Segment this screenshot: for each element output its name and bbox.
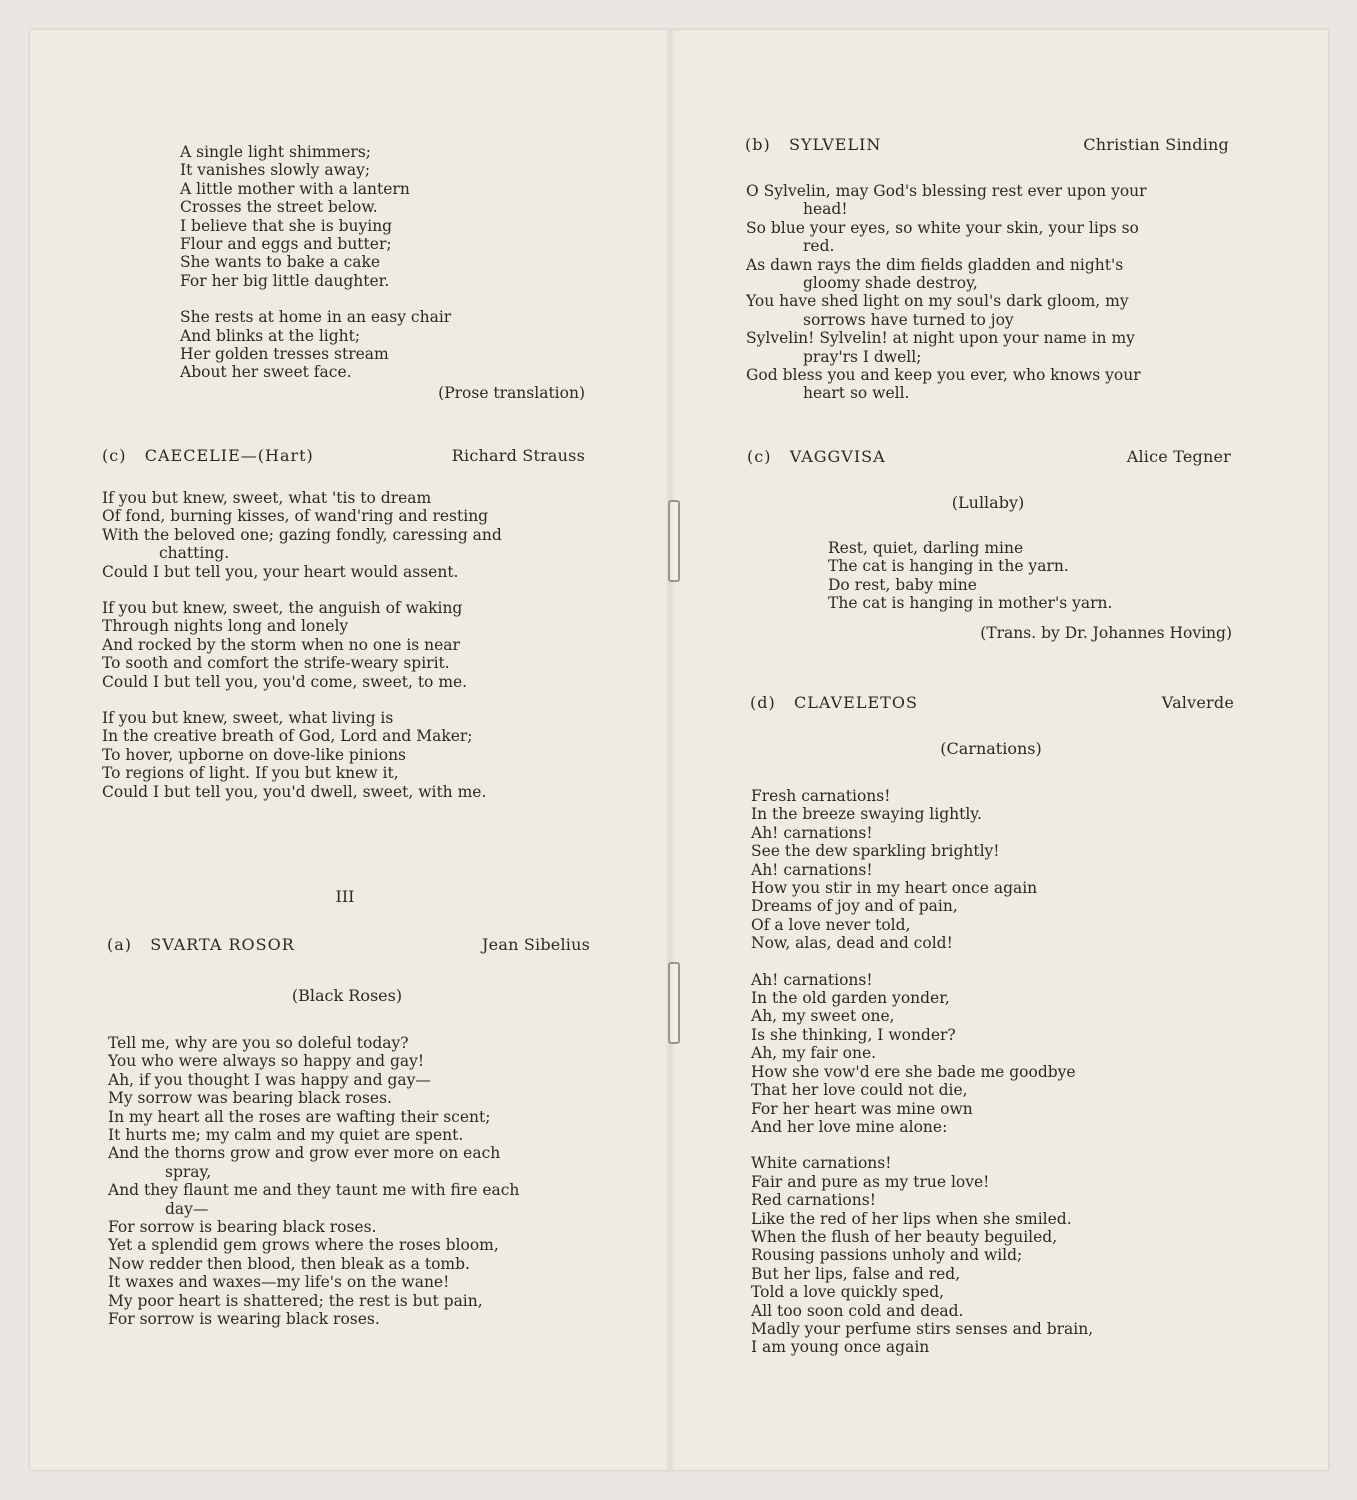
verse-line: And rocked by the storm when no one is near [102, 635, 460, 654]
verse-line: day— [165, 1199, 209, 1218]
verse-line: For her big little daughter. [180, 271, 390, 290]
stanza [102, 489, 592, 581]
verse-line: It hurts me; my calm and my quiet are spent. [108, 1126, 464, 1145]
verse-line: When the flush of her beauty beguiled, [751, 1227, 1058, 1246]
verse-line: She rests at home in an easy chair [180, 308, 452, 327]
verse-line: Of a love never told, [751, 915, 911, 934]
verse-line: Red carnations! [751, 1191, 876, 1210]
verse-line: White carnations! [751, 1154, 892, 1173]
verse-line: Now, alas, dead and cold! [751, 934, 953, 953]
composer: Richard Strauss [451, 446, 585, 465]
verse-line: About her sweet face. [180, 363, 352, 382]
verse-line: Could I but tell you, your heart would assent. [102, 562, 459, 581]
intro-poem [180, 143, 585, 402]
verse-line: So blue your eyes, so white your skin, your lips so [746, 218, 1139, 237]
verse-line: You who were always so happy and gay! [108, 1052, 425, 1071]
verse-line: For her heart was mine own [751, 1099, 973, 1118]
verse-line: Ah! carnations! [751, 823, 873, 842]
verse-line: Ah, my fair one. [751, 1044, 877, 1063]
verse-line: Through nights long and lonely [102, 617, 349, 636]
staple-bottom [668, 962, 680, 1044]
verse-line: See the dew sparkling brightly! [751, 842, 1000, 861]
verse-line: And her love mine alone: [751, 1117, 948, 1136]
verse-line: If you but knew, sweet, what 'tis to dream [102, 489, 432, 507]
verse-line: To sooth and comfort the strife-weary spirit. [102, 654, 450, 673]
verse-line: Ah, if you thought I was happy and gay— [108, 1070, 431, 1089]
verse-line: Sylvelin! Sylvelin! at night upon your name in my [746, 329, 1135, 348]
staple-top [668, 500, 680, 582]
stanza [751, 787, 1231, 953]
verse-line: gloomy shade destroy, [803, 274, 978, 293]
verse-line: I am young once again [751, 1338, 930, 1357]
svarta-rosor-lyrics [108, 1034, 598, 1329]
verse-line: Is she thinking, I wonder? [751, 1025, 956, 1044]
verse-line: It vanishes slowly away; [180, 161, 371, 180]
song-subtitle: (Black Roses) [291, 986, 403, 1005]
verse-line: In the old garden yonder, [751, 989, 950, 1008]
song-label: (d) [750, 693, 776, 712]
verse-line: You have shed light on my soul's dark gloom, my [746, 292, 1129, 311]
stanza [102, 709, 592, 801]
song-heading-caecelie [102, 446, 585, 465]
verse-line: My sorrow was bearing black roses. [108, 1089, 392, 1108]
verse-line: In the creative breath of God, Lord and Maker; [102, 727, 473, 746]
verse-line: Her golden tresses stream [180, 345, 389, 364]
verse-line: And they flaunt me and they taunt me with fire each [108, 1181, 520, 1200]
verse-line: That her love could not die, [751, 1081, 968, 1100]
verse-line: Crosses the street below. [180, 198, 378, 217]
verse-line: Of fond, burning kisses, of wand'ring and resting [102, 507, 489, 526]
caecelie-lyrics [102, 489, 592, 801]
composer: Alice Tegner [1126, 447, 1231, 466]
song-label: (b) [745, 135, 771, 154]
stanza [180, 143, 585, 290]
verse-line: Ah! carnations! [751, 860, 873, 879]
song-label: (c) [102, 446, 127, 465]
song-title: CAECELIE—(Hart) [144, 446, 314, 465]
verse-line: Fair and pure as my true love! [751, 1172, 990, 1191]
section-numeral: III [335, 887, 355, 906]
song-title: CLAVELETOS [794, 693, 918, 712]
composer: Jean Sibelius [482, 935, 590, 954]
verse-line: For sorrow is bearing black roses. [108, 1218, 377, 1237]
verse-line: Could I but tell you, you'd dwell, sweet, with me. [102, 782, 487, 801]
verse-line: Ah! carnations! [751, 970, 873, 989]
stanza [180, 308, 585, 382]
verse-line: God bless you and keep you ever, who knows your [746, 366, 1141, 385]
verse-line: Do rest, baby mine [828, 575, 977, 594]
verse-line: head! [803, 200, 848, 219]
verse-line: Told a love quickly sped, [751, 1283, 945, 1302]
verse-line: A single light shimmers; [180, 143, 372, 161]
verse-line: Fresh carnations! [751, 787, 891, 805]
verse-line: My poor heart is shattered; the rest is but pain, [108, 1291, 483, 1310]
verse-line: To regions of light. If you but knew it, [102, 764, 399, 783]
song-title: SYLVELIN [789, 135, 882, 154]
verse-line: And blinks at the light; [180, 326, 361, 345]
translation-credit: (Prose translation) [438, 383, 585, 402]
song-title: SVARTA ROSOR [150, 935, 295, 954]
verse-line: To hover, upborne on dove-like pinions [102, 745, 407, 764]
stanza [751, 1154, 1231, 1356]
song-title: VAGGVISA [789, 447, 886, 466]
song-subtitle: (Lullaby) [951, 493, 1025, 512]
song-heading-sylvelin [745, 135, 1229, 154]
verse-line: All too soon cold and dead. [751, 1301, 964, 1320]
verse-line: chatting. [159, 544, 230, 563]
verse-line: Rest, quiet, darling mine [828, 539, 1024, 557]
vaggvisa-lyrics [828, 539, 1232, 642]
verse-line: But her lips, false and red, [751, 1264, 961, 1283]
stanza [102, 599, 592, 691]
verse-line: Now redder then blood, then bleak as a tomb. [108, 1254, 470, 1273]
verse-line: pray'rs I dwell; [803, 347, 922, 366]
verse-line: With the beloved one; gazing fondly, caressing and [102, 525, 502, 544]
center-fold [665, 30, 675, 1470]
song-heading-claveletos [750, 693, 1234, 712]
verse-line: In the breeze swaying lightly. [751, 805, 982, 824]
translation-credit: (Trans. by Dr. Johannes Hoving) [980, 623, 1232, 642]
verse-line: As dawn rays the dim fields gladden and night's [746, 255, 1124, 274]
verse-line: Could I but tell you, you'd come, sweet, to me. [102, 672, 468, 691]
verse-line: Tell me, why are you so doleful today? [108, 1034, 409, 1052]
verse-line: O Sylvelin, may God's blessing rest ever upon your [746, 182, 1147, 200]
verse-line: red. [803, 237, 835, 256]
verse-line: Dreams of joy and of pain, [751, 897, 958, 916]
song-heading-svarta-rosor [107, 935, 590, 954]
composer: Valverde [1161, 693, 1234, 712]
verse-line: Ah, my sweet one, [751, 1007, 895, 1026]
verse-line: For sorrow is wearing black roses. [108, 1310, 380, 1329]
song-label: (a) [107, 935, 133, 954]
verse-line: And the thorns grow and grow ever more on each [108, 1144, 501, 1163]
verse-line: Madly your perfume stirs senses and brain, [751, 1319, 1094, 1338]
song-label: (c) [747, 447, 772, 466]
verse-line: A little mother with a lantern [180, 179, 410, 198]
verse-line: She wants to bake a cake [180, 253, 381, 272]
verse-line: How she vow'd ere she bade me goodbye [751, 1062, 1076, 1081]
song-heading-vaggvisa [747, 447, 1231, 466]
stanza [751, 971, 1231, 1137]
verse-line: Flour and eggs and butter; [180, 235, 392, 254]
verse-line: Rousing passions unholy and wild; [751, 1246, 1023, 1265]
verse-line: sorrows have turned to joy [803, 310, 1014, 329]
verse-line: If you but knew, sweet, the anguish of waking [102, 599, 463, 618]
verse-line: Like the red of her lips when she smiled. [751, 1209, 1072, 1228]
verse-line: How you stir in my heart once again [751, 879, 1038, 898]
song-subtitle: (Carnations) [940, 739, 1042, 758]
verse-line: In my heart all the roses are wafting their scent; [108, 1107, 491, 1126]
verse-line: The cat is hanging in mother's yarn. [828, 594, 1113, 613]
verse-line: It waxes and waxes—my life's on the wane! [108, 1273, 450, 1292]
verse-line: The cat is hanging in the yarn. [828, 557, 1069, 576]
verse-line: I believe that she is buying [180, 216, 393, 235]
verse-line: spray, [165, 1162, 212, 1181]
sylvelin-lyrics [746, 182, 1236, 403]
verse-line: heart so well. [803, 384, 910, 403]
verse-line: Yet a splendid gem grows where the roses bloom, [108, 1236, 499, 1255]
verse-line: If you but knew, sweet, what living is [102, 709, 394, 728]
claveletos-lyrics [751, 787, 1231, 1357]
composer: Christian Sinding [1083, 135, 1229, 154]
